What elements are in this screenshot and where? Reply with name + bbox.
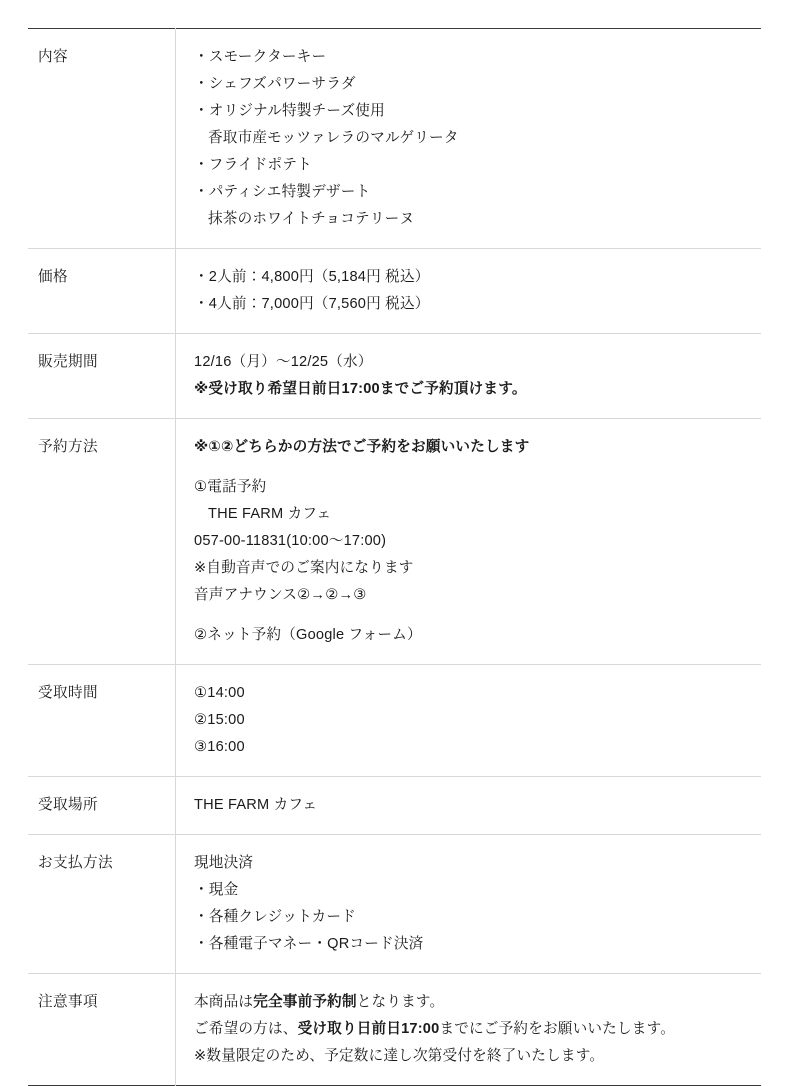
content-line: 抹茶のホワイトチョコテリーヌ [208,210,415,227]
row-content [176,776,762,834]
table-row [28,248,761,333]
content-line: ①14:00 [194,684,245,701]
content-line: ②15:00 [194,711,245,728]
content-spacer [194,461,761,474]
content-line: THE FARM カフェ [208,505,332,522]
content-line: ※自動音声でのご案内になります [194,559,414,576]
row-content [176,29,762,249]
spec-table-body [28,29,761,1086]
content-line: ・フライドポテト [194,156,312,173]
row-label: 販売期間 [38,353,98,370]
content-line: ・スモークターキー [194,49,327,65]
emphasis-text: 受け取り日前日17:00 [297,1020,440,1037]
plain-text: となります。 [356,993,445,1010]
content-line: ・オリジナル特製チーズ使用 [194,102,385,119]
content-line: ・4人前：7,000円（7,560円 税込） [194,295,430,312]
row-label: 受取場所 [38,796,98,813]
content-line: 現地決済 [194,854,254,871]
content-line: 057-00-11831(10:00〜17:00) [194,532,387,549]
row-label: お支払方法 [38,854,113,871]
content-line: ・各種クレジットカード [194,908,356,925]
table-row [28,973,761,1085]
content-line: 12/16（月）〜12/25（水） [194,353,373,370]
content-line: THE FARM カフェ [194,796,318,813]
content-line: ※受け取り希望日前日17:00までご予約頂けます。 [194,380,527,397]
row-label: 価格 [38,268,68,285]
content-line: ・2人前：4,800円（5,184円 税込） [194,268,430,285]
table-row [28,664,761,776]
content-line: 香取市産モッツァレラのマルゲリータ [208,129,459,146]
table-row [28,418,761,664]
row-content [176,834,762,973]
row-label: 注意事項 [38,993,98,1010]
content-line: ・シェフズパワーサラダ [194,75,356,92]
plain-text: ご希望の方は、 [194,1020,298,1037]
row-content [176,418,762,664]
plain-text: までにご予約をお願いいたします。 [439,1020,675,1037]
content-line: ②ネット予約（Google フォーム） [194,626,422,643]
row-content [176,973,762,1085]
content-line: ・現金 [194,881,239,898]
table-row [28,776,761,834]
row-content [176,664,762,776]
content-line: ①電話予約 [194,478,267,495]
content-line: ・各種電子マネー・QRコード決済 [194,935,424,952]
table-row [28,333,761,418]
row-label: 予約方法 [38,438,98,455]
row-content [176,333,762,418]
content-line: 音声アナウンス②→②→③ [194,586,367,603]
content-line [194,1016,761,1043]
content-line: ※①②どちらかの方法でご予約をお願いいたします [194,438,530,455]
product-spec-table [28,28,761,1086]
table-row [28,834,761,973]
content-line [194,989,761,1016]
row-label: 受取時間 [38,684,98,701]
plain-text: 本商品は [194,993,254,1010]
content-line: ・パティシエ特製デザート [194,183,371,200]
emphasis-text: 完全事前予約制 [253,993,357,1010]
content-line: ③16:00 [194,738,245,755]
row-label: 内容 [38,49,68,65]
table-row [28,29,761,249]
content-line: ※数量限定のため、予定数に達し次第受付を終了いたします。 [194,1047,605,1064]
content-spacer [194,609,761,622]
row-content [176,248,762,333]
